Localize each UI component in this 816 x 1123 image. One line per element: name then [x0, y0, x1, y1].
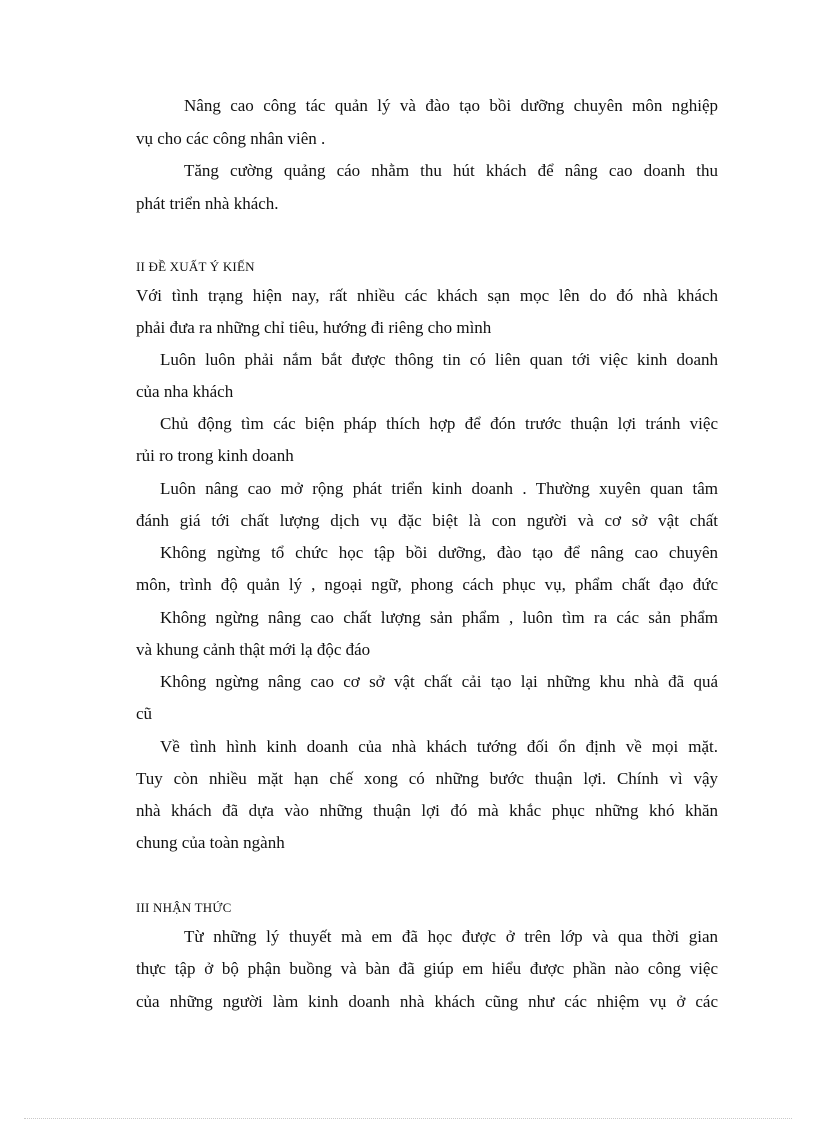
paragraph-line: và khung cảnh thật mới lạ độc đáo — [136, 640, 371, 659]
paragraph-line: Về tình hình kinh doanh của nhà khách tướng đối ổn định về mọi mặt. — [160, 737, 718, 756]
paragraph-line: môn, trình độ quản lý , ngoại ngữ, phong cách phục vụ, phẩm chất đạo đức — [136, 575, 718, 594]
paragraph-line: Không ngừng tổ chức học tập bồi dưỡng, đào tạo để nâng cao chuyên — [160, 543, 718, 562]
paragraph-line: của nha khách — [136, 382, 234, 401]
section-heading: II ĐỀ XUẤT Ý KIẾN — [136, 259, 255, 274]
paragraph-line: thực tập ở bộ phận buồng và bàn đã giúp em hiểu được phần nào công việc — [136, 959, 718, 978]
paragraph-line: Nâng cao công tác quản lý và đào tạo bồi dưỡng chuyên môn nghiệp — [184, 96, 718, 115]
paragraph-line: Luôn luôn phải nắm bắt được thông tin có liên quan tới việc kinh doanh — [160, 350, 718, 369]
paragraph-line: Tuy còn nhiều mặt hạn chế xong có những bước thuận lợi. Chính vì vậy — [136, 769, 718, 788]
section-heading: III NHẬN THỨC — [136, 900, 232, 915]
paragraph-line: cũ — [136, 704, 153, 723]
page-footer-divider — [24, 1118, 792, 1119]
paragraph-line: phải đưa ra những chỉ tiêu, hướng đi riêng cho mình — [136, 318, 492, 337]
paragraph-line: chung của toàn ngành — [136, 833, 285, 852]
paragraph-line: Luôn nâng cao mở rộng phát triển kinh doanh . Thường xuyên quan tâm — [160, 479, 718, 498]
paragraph-line: Với tình trạng hiện nay, rất nhiều các khách sạn mọc lên do đó nhà khách — [136, 286, 718, 305]
paragraph-line: Chủ động tìm các biện pháp thích hợp để đón trước thuận lợi tránh việc — [160, 414, 718, 433]
paragraph-line: nhà khách đã dựa vào những thuận lợi đó mà khắc phục những khó khăn — [136, 801, 718, 820]
paragraph-line: của những người làm kinh doanh nhà khách cũng như các nhiệm vụ ở các — [136, 992, 718, 1011]
paragraph-line: vụ cho các công nhân viên . — [136, 129, 326, 148]
paragraph-line: Không ngừng nâng cao chất lượng sản phẩm , luôn tìm ra các sản phẩm — [160, 608, 718, 627]
paragraph-line: Tăng cường quảng cáo nhằm thu hút khách để nâng cao doanh thu — [184, 161, 718, 180]
paragraph-line: Không ngừng nâng cao cơ sở vật chất cải tạo lại những khu nhà đã quá — [160, 672, 718, 691]
paragraph-line: đánh giá tới chất lượng dịch vụ đặc biệt là con người và cơ sở vật chất — [136, 511, 718, 530]
paragraph-line: phát triển nhà khách. — [136, 194, 279, 213]
paragraph-line: rủi ro trong kinh doanh — [136, 446, 294, 465]
paragraph-line: Từ những lý thuyết mà em đã học được ở trên lớp và qua thời gian — [184, 927, 718, 946]
